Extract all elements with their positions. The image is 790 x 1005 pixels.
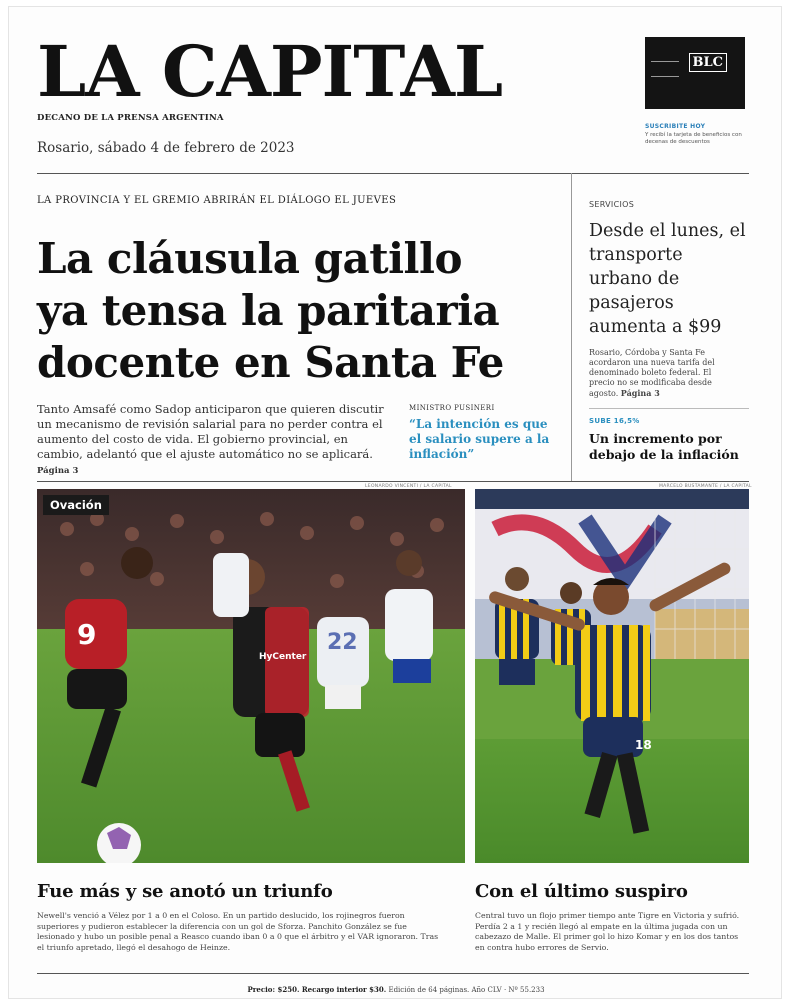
side-body-text: Rosario, Córdoba y Santa Fe acordaron una nueva tarifa del denominado boleto federal. El precio no se modificaba desde agosto. [589, 348, 715, 398]
promo-brand: BLC [689, 53, 727, 72]
main-headline-line: La cláusula gatillo [37, 234, 462, 283]
page-reference[interactable]: Página 3 [37, 466, 79, 476]
svg-text:18: 18 [635, 738, 652, 752]
photo-newells-image [37, 489, 465, 863]
promo-subtext: Y recibí la tarjeta de beneficios con decenas de descuentos [645, 132, 742, 145]
photo-credit: LEONARDO VINCENTI / LA CAPITAL [365, 484, 452, 489]
divider [37, 973, 749, 974]
svg-text:9: 9 [77, 618, 97, 651]
main-headline-line: docente en Santa Fe [37, 338, 504, 387]
story-headline[interactable]: Fue más y se anotó un triunfo [37, 881, 333, 902]
masthead [37, 30, 557, 123]
tagline: DECANO DE LA PRENSA ARGENTINA [37, 113, 224, 123]
footer-price: Precio: $250. Recargo interior $30. [247, 985, 387, 994]
main-headline[interactable] [37, 233, 557, 389]
newspaper-front-page [8, 6, 782, 999]
side-story-headline-2[interactable]: Un incremento por debajo de la inflación [589, 431, 739, 462]
photo-newells-celebration[interactable] [37, 489, 465, 863]
svg-text:HyCenter: HyCenter [259, 652, 307, 662]
quote-attribution: MINISTRO PUSINERI [409, 404, 495, 412]
svg-text:22: 22 [327, 630, 358, 655]
side-story-headline[interactable]: Desde el lunes, el transporte urbano de pasajeros aumenta a $99 [589, 221, 746, 337]
story-headline[interactable]: Con el último suspiro [475, 881, 688, 902]
photo-central-image [475, 489, 749, 863]
footer-details: Edición de 64 páginas. Año CLV · Nº 55.233 [388, 986, 545, 994]
main-story-lead [37, 402, 397, 479]
side-story-kicker-2: SUBE 16,5% [589, 417, 640, 425]
divider [37, 481, 749, 482]
divider [37, 173, 749, 174]
side-story-body [589, 348, 737, 399]
column-divider [571, 173, 572, 481]
photo-central-celebration[interactable] [475, 489, 749, 863]
main-story-kicker: LA PROVINCIA Y EL GREMIO ABRIRÁN EL DIÁLOGO EL JUEVES [37, 195, 397, 206]
footer [9, 985, 783, 994]
pull-quote: “La intención es que el salario supere a la inflación” [409, 417, 550, 461]
promo-card-stripe [651, 61, 679, 77]
photo-credit: MARCELO BUSTAMANTE / LA CAPITAL [659, 484, 752, 489]
subscription-promo[interactable] [645, 37, 745, 146]
side-story-kicker: SERVICIOS [589, 200, 635, 209]
story-body: Newell's venció a Vélez por 1 a 0 en el Coloso. En un partido deslucido, los rojinegros fueron superiores y pudieron establecer la diferencia con un gol de Sforza. Panchito González se fue lesionado y hubo un posible penal a Reasco cuando iban 0 a 0 que el árbitro y el VAR ignoraron. Tras el triunfo apretado, llegó el desahogo de Heinze. [37, 911, 439, 952]
dateline: Rosario, sábado 4 de febrero de 2023 [37, 140, 295, 156]
divider [589, 408, 749, 409]
lead-text: Tanto Amsafé como Sadop anticiparon que quieren discutir un mecanismo de revisión salarial para no perder contra el aumento del costo de vida. El gobierno provincial, en cambio, adelantó que el ajuste automático no se aplicará. [37, 402, 384, 461]
promo-cta[interactable]: SUSCRIBITE HOY [645, 123, 706, 130]
main-headline-line: ya tensa la paritaria [37, 286, 500, 335]
newspaper-logo[interactable]: LA CAPITAL [37, 30, 503, 113]
page-reference[interactable]: Página 3 [620, 388, 660, 398]
promo-card-image[interactable] [645, 37, 745, 109]
photo-badge: Ovación [43, 495, 109, 515]
story-body: Central tuvo un flojo primer tiempo ante Tigre en Victoria y sufrió. Perdía 2 a 1 y recién llegó al empate en la última jugada con un cabezazo de Malle. El primer gol lo hizo Komar y en los dos tantos en contra hubo errores de Servio. [475, 911, 740, 952]
